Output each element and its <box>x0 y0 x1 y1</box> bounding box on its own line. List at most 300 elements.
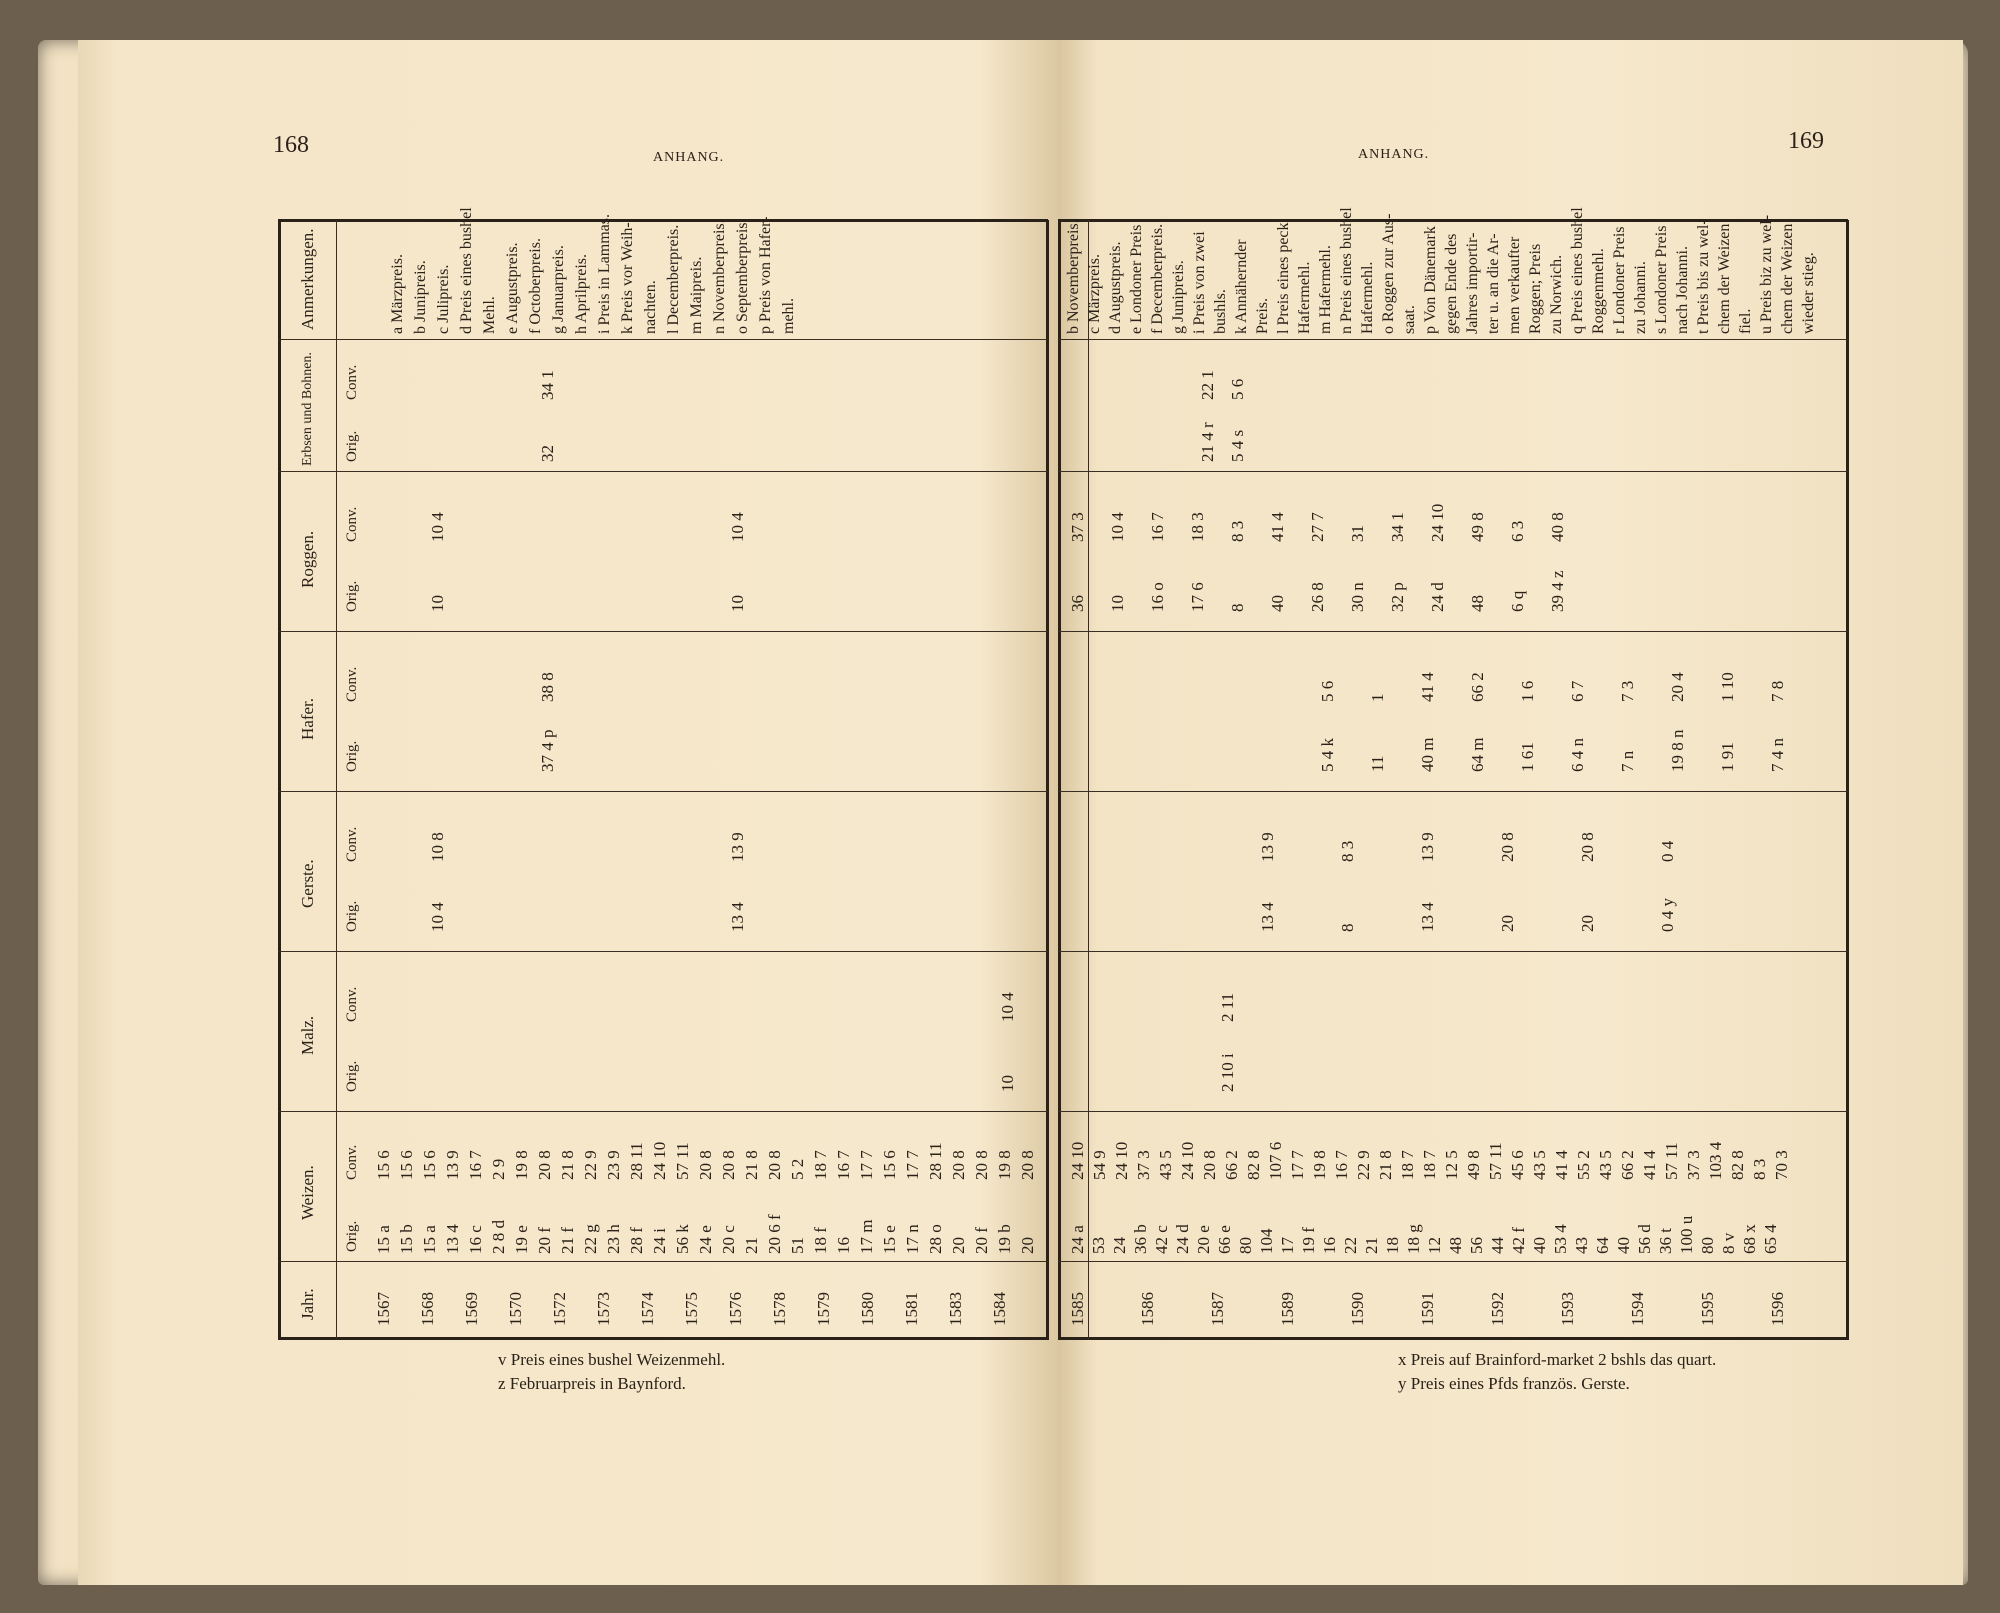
weizen-conv-cell: 17 7 <box>903 1150 922 1180</box>
weizen-orig-cell: 42 c <box>1152 1225 1171 1254</box>
roggen-orig-cell: 8 <box>1228 603 1247 612</box>
roggen-conv-cell: 18 3 <box>1188 512 1207 542</box>
hafer-orig-cell: 40 m <box>1418 737 1437 772</box>
weizen-orig-cell: 28 f <box>627 1227 646 1254</box>
weizen-conv-cell: 57 11 <box>673 1142 692 1180</box>
sub-conv: Conv. <box>344 506 360 542</box>
note-line: l Decemberpreis. <box>665 224 682 334</box>
weizen-orig-cell: 24 e <box>696 1225 715 1254</box>
note-line: p Von Dänemark <box>1422 226 1439 334</box>
year-cell: 1595 <box>1698 1292 1717 1326</box>
hafer-conv-cell: 1 6 <box>1518 680 1537 702</box>
weizen-orig-cell: 53 4 <box>1551 1224 1570 1254</box>
gerste-orig-cell: 10 4 <box>428 902 447 932</box>
note-line: Mehl. <box>481 296 498 334</box>
erbsen-orig-cell: 32 <box>538 445 557 462</box>
weizen-conv-cell: 19 8 <box>995 1150 1014 1180</box>
weizen-orig-cell: 44 <box>1488 1237 1507 1254</box>
footnote-z: z Februarpreis in Baynford. <box>498 1374 686 1393</box>
note-line: c Märzpreis. <box>1086 254 1103 334</box>
weizen-orig-cell: 56 <box>1467 1237 1486 1254</box>
weizen-conv-cell: 41 4 <box>1552 1150 1571 1180</box>
note-line: f Decemberpreis. <box>1149 223 1166 334</box>
roggen-orig-cell: 40 <box>1268 595 1287 612</box>
weizen-conv-cell: 54 9 <box>1090 1150 1109 1180</box>
malz-orig-cell: 2 10 i <box>1218 1053 1237 1092</box>
erbsen-orig-cell: 21 4 r <box>1198 422 1217 462</box>
header-hafer: Hafer. <box>298 697 317 740</box>
note-line: n Preis eines bushel <box>1338 207 1355 334</box>
weizen-orig-cell: 17 <box>1278 1237 1297 1254</box>
weizen-orig-cell: 20 f <box>535 1227 554 1254</box>
weizen-orig-cell: 17 m <box>857 1219 876 1254</box>
weizen-orig-cell: 22 <box>1341 1237 1360 1254</box>
weizen-orig-cell: 20 f <box>972 1227 991 1254</box>
weizen-orig-cell: 19 e <box>512 1225 531 1254</box>
gerste-orig-cell: 13 4 <box>1258 902 1277 932</box>
weizen-conv-cell: 24 10 <box>1112 1141 1131 1180</box>
year-cell: 1593 <box>1558 1292 1577 1326</box>
year-cell: 1573 <box>594 1292 613 1326</box>
note-line: t Preis bis zu wel- <box>1695 219 1712 334</box>
note-line: chem der Weizen <box>1779 223 1796 334</box>
weizen-conv-cell: 21 8 <box>558 1150 577 1180</box>
erbsen-conv-cell: 5 6 <box>1228 378 1247 400</box>
weizen-orig-cell: 18 <box>1383 1237 1402 1254</box>
header-jahr: Jahr. <box>298 1288 317 1320</box>
hafer-orig-cell: 11 <box>1368 755 1387 772</box>
note-line: wieder stieg. <box>1800 252 1817 334</box>
header-gerste: Gerste. <box>298 859 317 908</box>
sub-orig: Orig. <box>344 580 360 612</box>
weizen-conv-cell: 15 6 <box>397 1150 416 1180</box>
roggen-orig-cell: 32 p <box>1388 582 1407 612</box>
note-line: f Octoberpreis. <box>527 238 544 334</box>
note-line: d Preis eines bushel <box>458 207 475 334</box>
weizen-conv-cell: 107 6 <box>1266 1141 1285 1180</box>
roggen-conv-cell: 10 4 <box>728 512 747 542</box>
hafer-orig-cell: 37 4 p <box>538 729 557 772</box>
open-book <box>38 40 1968 1585</box>
roggen-conv-cell: 16 7 <box>1148 512 1167 542</box>
year-cell: 1594 <box>1628 1292 1647 1326</box>
running-head-right: ANHANG. <box>1358 147 1430 162</box>
roggen-orig-cell: 48 <box>1468 595 1487 612</box>
weizen-conv-cell: 82 8 <box>1244 1150 1263 1180</box>
weizen-conv-cell: 18 7 <box>1398 1150 1417 1180</box>
weizen-orig-cell: 21 <box>1362 1237 1381 1254</box>
hafer-conv-cell: 6 7 <box>1568 680 1587 702</box>
year-cell: 1578 <box>770 1292 789 1326</box>
weizen-orig-cell: 20 e <box>1194 1225 1213 1254</box>
weizen-orig-cell: 21 f <box>558 1227 577 1254</box>
weizen-conv-cell: 66 2 <box>1618 1150 1637 1180</box>
header-malz: Malz. <box>298 1015 317 1055</box>
roggen-orig-cell: 30 n <box>1348 582 1367 612</box>
note-line: Hafermehl. <box>1359 261 1376 334</box>
hafer-conv-cell: 41 4 <box>1418 672 1437 702</box>
note-line: n Novemberpreis. <box>711 219 728 334</box>
note-line: i Preis von zwei <box>1191 231 1208 334</box>
weizen-orig-cell: 16 c <box>466 1225 485 1254</box>
year-cell: 1586 <box>1138 1292 1157 1326</box>
weizen-conv-cell: 22 9 <box>581 1150 600 1180</box>
weizen-orig-cell: 28 o <box>926 1224 945 1254</box>
note-line: q Preis eines bushel <box>1569 207 1586 334</box>
weizen-conv-cell: 15 6 <box>880 1150 899 1180</box>
weizen-conv-cell: 49 8 <box>1464 1150 1483 1180</box>
year-cell: 1596 <box>1768 1292 1787 1326</box>
hafer-conv-cell: 66 2 <box>1468 672 1487 702</box>
weizen-conv-cell: 19 8 <box>1310 1150 1329 1180</box>
weizen-orig-cell: 13 4 <box>443 1224 462 1254</box>
erbsen-conv-cell: 34 1 <box>538 370 557 400</box>
weizen-orig-cell: 19 b <box>995 1224 1014 1254</box>
roggen-orig-cell: 24 d <box>1428 582 1447 612</box>
roggen-orig-cell: 39 4 z <box>1548 570 1567 612</box>
weizen-conv-cell: 16 7 <box>466 1150 485 1180</box>
weizen-conv-cell: 21 8 <box>742 1150 761 1180</box>
note-line: g Januarpreis. <box>550 245 567 334</box>
year-cell: 1580 <box>858 1292 877 1326</box>
weizen-conv-cell: 5 2 <box>788 1158 807 1180</box>
roggen-orig-cell: 10 <box>1108 595 1127 612</box>
year-cell: 1570 <box>506 1292 525 1326</box>
weizen-orig-cell: 48 <box>1446 1237 1465 1254</box>
gerste-orig-cell: 13 4 <box>1418 902 1437 932</box>
note-line: u Preis biz zu wel- <box>1758 214 1775 334</box>
note-line: men verkaufter <box>1506 236 1523 334</box>
roggen-orig-cell: 26 8 <box>1308 582 1327 612</box>
erbsen-conv-cell: 22 1 <box>1198 370 1217 400</box>
weizen-conv-cell: 17 7 <box>857 1150 876 1180</box>
footnote-v: v Preis eines bushel Weizenmehl. <box>498 1350 726 1369</box>
weizen-orig-cell: 24 i <box>650 1228 669 1254</box>
weizen-conv-cell: 24 10 <box>650 1141 669 1180</box>
hafer-conv-cell: 20 4 <box>1668 672 1687 702</box>
sub-conv: Conv. <box>344 666 360 702</box>
year-cell: 1576 <box>726 1292 745 1326</box>
note-line: a Märzpreis. <box>389 254 406 334</box>
weizen-orig-cell: 66 e <box>1215 1225 1234 1254</box>
note-line: Roggen; Preis <box>1527 243 1544 334</box>
year-cell: 1575 <box>682 1292 701 1326</box>
note-line: k Annähernder <box>1233 239 1250 334</box>
weizen-conv-cell: 15 6 <box>420 1150 439 1180</box>
page-number-right: 169 <box>1788 128 1824 154</box>
year-cell: 1589 <box>1278 1292 1297 1326</box>
weizen-orig-cell: 56 k <box>673 1224 692 1254</box>
hafer-orig-cell: 6 4 n <box>1568 738 1587 772</box>
weizen-conv-cell: 23 9 <box>604 1150 623 1180</box>
weizen-conv-cell: 43 5 <box>1596 1150 1615 1180</box>
weizen-conv-cell: 28 11 <box>627 1142 646 1180</box>
running-head-left: ANHANG. <box>653 150 725 165</box>
gerste-conv-cell: 10 8 <box>428 832 447 862</box>
sub-orig: Orig. <box>344 1220 360 1252</box>
note-line: Roggenmehl. <box>1590 248 1607 334</box>
page-number-left: 168 <box>273 132 309 158</box>
note-line: p Preis von Hafer- <box>757 216 774 334</box>
weizen-orig-cell: 18 f <box>811 1227 830 1254</box>
weizen-conv-cell: 24 10 <box>1178 1141 1197 1180</box>
note-line: m Maipreis. <box>688 256 705 334</box>
roggen-conv-cell: 40 8 <box>1548 512 1567 542</box>
weizen-orig-cell: 17 n <box>903 1224 922 1254</box>
hafer-orig-cell: 1 91 <box>1718 742 1737 772</box>
note-line: m Hafermehl. <box>1317 245 1334 334</box>
footnote-x: x Preis auf Brainford-market 2 bshls das quart. <box>1398 1350 1717 1369</box>
weizen-orig-cell: 23 h <box>604 1224 623 1254</box>
note-line: bushls. <box>1212 289 1229 334</box>
malz-orig-cell: 10 <box>998 1075 1017 1092</box>
right-page <box>1058 40 1963 1585</box>
header-erbsen: Erbsen und Bohnen. <box>300 352 315 466</box>
weizen-conv-cell: 13 9 <box>443 1150 462 1180</box>
table-left <box>278 207 1048 1340</box>
sub-orig: Orig. <box>344 740 360 772</box>
weizen-conv-cell: 18 7 <box>1420 1150 1439 1180</box>
weizen-conv-cell: 57 11 <box>1662 1142 1681 1180</box>
sub-conv: Conv. <box>344 826 360 862</box>
gerste-conv-cell: 20 8 <box>1578 832 1597 862</box>
weizen-orig-cell: 56 d <box>1635 1224 1654 1254</box>
weizen-conv-cell: 2 9 <box>489 1158 508 1180</box>
year-cell: 1581 <box>902 1292 921 1326</box>
note-line: b Junipreis. <box>412 260 429 334</box>
note-line: b Novemberpreis. <box>1065 219 1082 334</box>
left-page <box>78 40 1059 1585</box>
note-line: g Junipreis. <box>1170 260 1187 334</box>
weizen-conv-cell: 70 3 <box>1772 1150 1791 1180</box>
gerste-conv-cell: 13 9 <box>1258 832 1277 862</box>
weizen-conv-cell: 20 8 <box>949 1150 968 1180</box>
note-line: Jahres importir- <box>1464 232 1481 334</box>
weizen-conv-cell: 17 7 <box>1288 1150 1307 1180</box>
year-cell: 1579 <box>814 1292 833 1326</box>
weizen-orig-cell: 51 <box>788 1237 807 1254</box>
weizen-conv-cell: 37 3 <box>1134 1150 1153 1180</box>
weizen-conv-cell: 20 8 <box>696 1150 715 1180</box>
note-line: i Preis in Lammas. <box>596 214 613 334</box>
sub-orig: Orig. <box>344 430 360 462</box>
weizen-conv-cell: 41 4 <box>1640 1150 1659 1180</box>
header-anmerkungen: Anmerkungen. <box>298 228 317 330</box>
roggen-orig-cell: 16 o <box>1148 582 1167 612</box>
hafer-conv-cell: 1 10 <box>1718 672 1737 702</box>
weizen-conv-cell: 20 8 <box>719 1150 738 1180</box>
weizen-conv-cell: 20 8 <box>1200 1150 1219 1180</box>
weizen-conv-cell: 43 5 <box>1530 1150 1549 1180</box>
note-line: saat. <box>1401 305 1418 334</box>
year-cell: 1584 <box>990 1292 1009 1326</box>
hafer-conv-cell: 7 8 <box>1768 680 1787 702</box>
note-line: nach Johanni. <box>1674 246 1691 334</box>
roggen-conv-cell: 6 3 <box>1508 520 1527 542</box>
note-line: s Londoner Preis <box>1653 225 1670 334</box>
weizen-conv-cell: 20 8 <box>1018 1150 1037 1180</box>
weizen-conv-cell: 20 8 <box>765 1150 784 1180</box>
note-line: chem der Weizen <box>1716 223 1733 334</box>
roggen-orig-cell: 10 <box>728 595 747 612</box>
note-line: o Septemberpreis. <box>734 218 751 334</box>
year-cell: 1591 <box>1418 1292 1437 1326</box>
weizen-orig-cell: 20 c <box>719 1225 738 1254</box>
year-cell: 1590 <box>1348 1292 1367 1326</box>
hafer-conv-cell: 1 <box>1368 693 1387 702</box>
weizen-orig-cell: 40 <box>1614 1237 1633 1254</box>
year-cell: 1572 <box>550 1292 569 1326</box>
note-line: r Londoner Preis <box>1611 226 1628 334</box>
year-cell: 1587 <box>1208 1292 1227 1326</box>
weizen-conv-cell: 20 8 <box>972 1150 991 1180</box>
gerste-conv-cell: 20 8 <box>1498 832 1517 862</box>
weizen-conv-cell: 43 5 <box>1156 1150 1175 1180</box>
weizen-conv-cell: 82 8 <box>1728 1150 1747 1180</box>
weizen-orig-cell: 24 d <box>1173 1224 1192 1254</box>
weizen-conv-cell: 16 7 <box>1332 1150 1351 1180</box>
year-cell: 1574 <box>638 1292 657 1326</box>
gerste-orig-cell: 13 4 <box>728 902 747 932</box>
weizen-orig-cell: 16 <box>834 1237 853 1254</box>
note-line: zu Norwich. <box>1548 254 1565 334</box>
weizen-orig-cell: 104 <box>1257 1228 1276 1254</box>
weizen-orig-cell: 36 t <box>1656 1228 1675 1254</box>
gerste-orig-cell: 20 <box>1498 915 1517 932</box>
weizen-orig-cell: 20 6 f <box>765 1214 784 1254</box>
weizen-conv-cell: 37 3 <box>1684 1150 1703 1180</box>
weizen-orig-cell: 12 <box>1425 1237 1444 1254</box>
weizen-conv-cell: 16 7 <box>834 1150 853 1180</box>
header-weizen: Weizen. <box>298 1165 317 1220</box>
weizen-orig-cell: 15 a <box>374 1225 393 1254</box>
note-line: Preis. <box>1254 298 1271 334</box>
malz-conv-cell: 10 4 <box>998 992 1017 1022</box>
roggen-conv-cell: 49 8 <box>1468 512 1487 542</box>
gerste-conv-cell: 0 4 <box>1658 840 1677 862</box>
weizen-orig-cell: 68 x <box>1740 1224 1759 1254</box>
roggen-orig-cell: 6 q <box>1508 590 1527 612</box>
gerste-conv-cell: 8 3 <box>1338 840 1357 862</box>
weizen-conv-cell: 15 6 <box>374 1150 393 1180</box>
weizen-orig-cell: 36 b <box>1131 1224 1150 1254</box>
weizen-orig-cell: 19 f <box>1299 1227 1318 1254</box>
hafer-conv-cell: 7 3 <box>1618 680 1637 702</box>
weizen-conv-cell: 28 11 <box>926 1142 945 1180</box>
note-line: Hafermehl. <box>1296 261 1313 334</box>
hafer-conv-cell: 38 8 <box>538 672 557 702</box>
weizen-orig-cell: 15 a <box>420 1225 439 1254</box>
weizen-conv-cell: 21 8 <box>1376 1150 1395 1180</box>
note-line: e Augustpreis. <box>504 242 521 334</box>
weizen-orig-cell: 20 <box>949 1237 968 1254</box>
sub-orig: Orig. <box>344 900 360 932</box>
roggen-conv-cell: 8 3 <box>1228 520 1247 542</box>
weizen-orig-cell: 64 <box>1593 1237 1612 1254</box>
weizen-conv-cell: 103 4 <box>1706 1141 1725 1180</box>
sub-conv: Conv. <box>344 364 360 400</box>
roggen-orig-cell: 10 <box>428 595 447 612</box>
hafer-conv-cell: 5 6 <box>1318 680 1337 702</box>
weizen-conv-cell: 20 8 <box>535 1150 554 1180</box>
footnote-y: y Preis eines Pfds französ. Gerste. <box>1398 1374 1630 1393</box>
note-line: d Augustpreis. <box>1107 241 1124 334</box>
weizen-orig-cell: 24 <box>1110 1237 1129 1254</box>
weizen-conv-cell: 18 7 <box>811 1150 830 1180</box>
weizen-orig-cell: 24 a <box>1068 1225 1087 1254</box>
weizen-orig-cell: 16 <box>1320 1237 1339 1254</box>
roggen-conv-cell: 31 <box>1348 525 1367 542</box>
sub-orig: Orig. <box>344 1060 360 1092</box>
weizen-orig-cell: 20 <box>1018 1237 1037 1254</box>
weizen-orig-cell: 43 <box>1572 1237 1591 1254</box>
weizen-orig-cell: 18 g <box>1404 1224 1423 1254</box>
gerste-conv-cell: 13 9 <box>1418 832 1437 862</box>
year-cell: 1592 <box>1488 1292 1507 1326</box>
sub-conv: Conv. <box>344 986 360 1022</box>
roggen-conv-cell: 37 3 <box>1068 512 1087 542</box>
gerste-orig-cell: 0 4 y <box>1658 898 1677 932</box>
erbsen-orig-cell: 5 4 s <box>1228 429 1247 462</box>
note-line: l Preis eines peck <box>1275 222 1292 334</box>
weizen-orig-cell: 22 g <box>581 1224 600 1254</box>
weizen-orig-cell: 8 v <box>1719 1232 1738 1254</box>
year-cell: 1583 <box>946 1292 965 1326</box>
weizen-orig-cell: 80 <box>1236 1237 1255 1254</box>
weizen-orig-cell: 40 <box>1530 1237 1549 1254</box>
note-line: fiel. <box>1737 308 1754 334</box>
weizen-conv-cell: 45 6 <box>1508 1150 1527 1180</box>
hafer-orig-cell: 5 4 k <box>1318 738 1337 772</box>
weizen-conv-cell: 22 9 <box>1354 1150 1373 1180</box>
roggen-conv-cell: 10 4 <box>428 512 447 542</box>
gerste-orig-cell: 20 <box>1578 915 1597 932</box>
weizen-orig-cell: 2 8 d <box>489 1220 508 1254</box>
note-line: ter u. an die Ar- <box>1485 233 1502 334</box>
weizen-conv-cell: 12 5 <box>1442 1150 1461 1180</box>
note-line: k Preis vor Weih- <box>619 222 636 334</box>
weizen-conv-cell: 66 2 <box>1222 1150 1241 1180</box>
malz-conv-cell: 2 11 <box>1218 992 1237 1022</box>
year-cell: 1567 <box>374 1292 393 1326</box>
year-cell: 1569 <box>462 1292 481 1326</box>
weizen-orig-cell: 65 4 <box>1761 1224 1780 1254</box>
roggen-conv-cell: 10 4 <box>1108 512 1127 542</box>
weizen-conv-cell: 8 3 <box>1750 1158 1769 1180</box>
weizen-orig-cell: 15 b <box>397 1224 416 1254</box>
note-line: o Roggen zur Aus- <box>1380 213 1397 334</box>
hafer-orig-cell: 7 n <box>1618 750 1637 772</box>
note-line: zu Johanni. <box>1632 261 1649 334</box>
roggen-conv-cell: 27 7 <box>1308 512 1327 542</box>
gerste-orig-cell: 8 <box>1338 923 1357 932</box>
weizen-orig-cell: 42 f <box>1509 1227 1528 1254</box>
note-line: e Londoner Preis <box>1128 224 1145 334</box>
weizen-orig-cell: 15 e <box>880 1225 899 1254</box>
year-cell: 1585 <box>1068 1292 1087 1326</box>
roggen-conv-cell: 34 1 <box>1388 512 1407 542</box>
weizen-orig-cell: 80 <box>1698 1237 1717 1254</box>
hafer-orig-cell: 19 8 n <box>1668 729 1687 772</box>
hafer-orig-cell: 64 m <box>1468 737 1487 772</box>
roggen-orig-cell: 17 6 <box>1188 582 1207 612</box>
year-cell: 1568 <box>418 1292 437 1326</box>
table-right <box>1058 207 1848 1340</box>
header-roggen: Roggen. <box>298 530 317 588</box>
weizen-orig-cell: 53 <box>1089 1237 1108 1254</box>
hafer-orig-cell: 1 61 <box>1518 742 1537 772</box>
note-line: nachten. <box>642 280 659 334</box>
